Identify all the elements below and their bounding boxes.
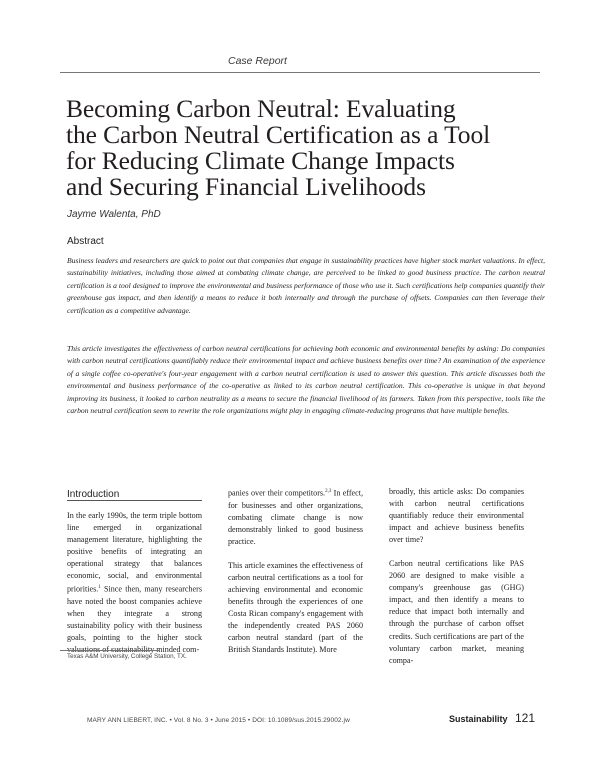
journal-citation: MARY ANN LIEBERT, INC. • Vol. 8 No. 3 • June 2015 • DOI: 10.1089/sus.2015.29002.jw [87,717,350,724]
body-paragraph [228,486,363,548]
citation-ref: 2,3 [325,489,332,494]
introduction-heading: Introduction [67,489,120,500]
footnote-divider [60,650,160,651]
body-column-3 [389,486,524,679]
journal-name: Sustainability [449,714,508,724]
header-divider [60,72,540,73]
abstract-heading: Abstract [67,236,104,247]
affiliation-footnote: Texas A&M University, College Station, TX. [67,653,187,660]
title-line-2: the Carbon Neutral Certification as a Tool [66,120,491,149]
introduction-underline [67,500,202,501]
title-line-1: Becoming Carbon Neutral: Evaluating [66,94,456,123]
body-paragraph: broadly, this article asks: Do companies with carbon neutral certifications quantifiably reduce their environmental impact and achieve business benefits over time? [389,487,524,545]
body-text: panies over their competitors. [228,488,326,498]
page-number: 121 [515,711,536,725]
body-text: Since then, many researchers have noted the boost companies achieve when they integrate a strong sustainability policy with their business goals, pointing to the higher stock valuations of sustainability minded com- [67,584,202,655]
body-column-1 [67,510,202,668]
article-title [66,96,546,200]
abstract-paragraph-1: Business leaders and researchers are quick to point out that companies that engage in sustainability practices have higher stock market valuations. In effect, sustainability initiatives, including those aimed at combating climate change, are perceived to be linked to good business practice. The carbon neutral certification is a tool designed to improve the environmental and business performance of those who use it. Such certifications help companies quantify their greenhouse gas impact, and then identify a means to reduce it both internally and through the purchase of offsets. Companies can then leverage their certification as a competitive advantage. [67,256,545,315]
body-paragraph [67,510,202,656]
body-column-2 [228,486,363,668]
citation-ref: 1 [98,585,101,591]
body-paragraph: Carbon neutral certifications like PAS 2060 are designed to make visible a company's greenhouse gas (GHG) impact, and then identify a means to reduce that impact both internally and through the purchase of carbon offset credits. Such certifications are part of the voluntary carbon market, meaning compa- [389,559,524,665]
body-text: In effect, for businesses and other organizations, combating climate change is now demonstrably linked to good business practice. [228,488,363,546]
article-type-label: Case Report [228,55,287,67]
title-line-4: and Securing Financial Livelihoods [66,172,426,201]
body-paragraph: This article examines the effectiveness of carbon neutral certifications as a tool for achieving environmental and economic benefits through the experiences of one Costa Rican company's engagement with the independently created PAS 2060 carbon neutral standard (part of the British Standards Institute). More [228,560,363,655]
title-line-3: for Reducing Climate Change Impacts [66,146,455,175]
abstract-paragraph-2: This article investigates the effectiveness of carbon neutral certifications for achieving both economic and environmental benefits by asking: Do companies with carbon neutral certifications quantifiably reduce their environmental impact and achieve business benefits over time? An examination of the experience of a single coffee co-operative's four-year engagement with a carbon neutral certification is used to answer this question. This article discusses both the environmental and business performance of the co-operative as linked to its carbon neutral certification. This co-operative is unique in that beyond improving its business, it looked to carbon neutrality as a means to secure the financial livelihood of its farmers. Taken from this perspective, tools like the carbon neutral certification seem to rewrite the role organizations might play in engaging climate-reducing programs that have multiple benefits. [67,344,545,416]
author-name: Jayme Walenta, PhD [67,209,161,220]
body-text: In the early 1990s, the term triple bottom line emerged in organizational management literature, highlighting the positive benefits of integrating an operational strategy that balances economic, social, and environmental priorities. [67,511,202,594]
